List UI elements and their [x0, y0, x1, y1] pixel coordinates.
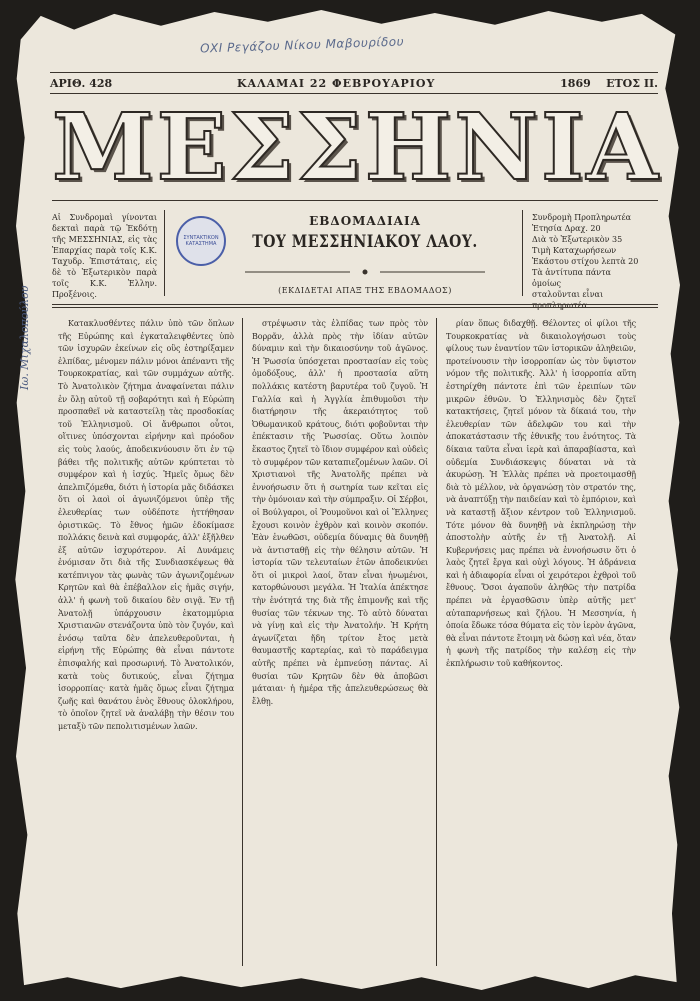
article-column-3: ρίαν ὅπως διδαχθῇ. Θέλοντες οἱ φίλοι τῆς Τουρκοκρατίας νὰ δικαιολογήσωσι τοὺς φίλους των ἐναντίον τῶν ἱστορικῶν ἀληθειῶν, προτείνουσιν τὴν ἰσορροπίαν ὡς τὸν ὕψιστον νόμον τῆς πολιτικῆς. Ἀλλ' ἡ ἰσορροπία αὕτη ἐστηρίχθη πάντοτε ἐπὶ τῶν ἐρειπίων τῶν μικρῶν ἐθνῶν. Ὁ Ἑλληνισμὸς δὲν ζητεῖ κατακτήσεις, ζητεῖ μόνον τὰ δίκαιά του, τὴν ἐλευθερίαν τῶν ἀδελφῶν του καὶ τὴν ἀποκατάστασιν τῆς ἐθνικῆς του ἑνότητος. Τὰ δίκαια ταῦτα εἶναι ἱερὰ καὶ ἀπαραβίαστα, καὶ οὐδεμία Συνδιάσκεψις δύναται νὰ τὰ ἀκυρώσῃ. Ἡ Ἑλλὰς πρέπει νὰ προετοιμασθῇ διὰ τὸ μέλλον, νὰ ὀργανώσῃ τὸν στρατόν της, νὰ ἀναπτύξῃ τὴν παιδείαν καὶ τὸ ἐμπόριον, καὶ νὰ καταστῇ ἄξιον κέντρον τοῦ Ἑλληνισμοῦ. Τότε μόνον θὰ δυνηθῇ νὰ ἐκπληρώσῃ τὴν ἀποστολὴν αὐτῆς ἐν τῇ Ἀνατολῇ. Αἱ Κυβερνήσεις μας πρέπει νὰ ἐννοήσωσιν ὅτι ὁ λαὸς ζητεῖ ἔργα καὶ οὐχὶ λόγους. Ἡ ἀδράνεια καὶ ἡ ἀδιαφορία εἶναι οἱ χειρότεροι ἐχθροὶ τοῦ ἔθνους. Ὅσοι ἀγαποῦν ἀληθῶς τὴν πατρίδα πρέπει νὰ ἐργασθῶσιν ὑπὲρ αὐτῆς μετ' αὐταπαρνήσεως καὶ ζήλου. Ἡ Μεσσηνία, ἡ ὁποία ἔδωκε τόσα θύματα εἰς τὸν ἱερὸν ἀγῶνα, θὰ εἶναι πάντοτε ἕτοιμη νὰ δώσῃ καὶ νέα, ὅταν ἡ φωνὴ τῆς πατρίδος τὴν καλέσῃ εἰς τὴν ἐκπλήρωσιν τοῦ καθήκοντος.: [446, 319, 636, 669]
article-column-1: Κατακλυσθέντες πάλιν ὑπὸ τῶν ὅπλων τῆς Εὐρώπης καὶ ἐγκαταλειφθέντες ὑπὸ τῶν ἰσχυρῶν ἐκείνων εἰς οὓς ἐστηρίξαμεν ἐλπίδας, μένομεν πάλιν μόνοι ἀπέναντι τῆς Τουρκοκρατίας, καὶ τῶν συμμάχων αὐτῆς. Τὸ Ἀνατολικὸν ζήτημα ἀναφαίνεται πάλιν ἐν ὅλῃ αὐτοῦ τῇ σοβαρότητι καὶ ἡ Εὐρώπη προσπαθεῖ νὰ καταστείλῃ τὰς προσδοκίας τοῦ Ἑλληνισμοῦ. Οἱ ἄνθρωποι οὗτοι, οἵτινες ὑπόσχονται εἰρήνην καὶ πρόοδον εἰς τοὺς λαούς, ἀποδεικνύουσιν ὅτι ἐν τῷ βάθει τῆς πολιτικῆς αὐτῶν κρύπτεται τὸ συμφέρον καὶ ἡ ἰσχύς. Ἡμεῖς ὅμως δὲν ἀπελπιζόμεθα, διότι ἡ ἱστορία μᾶς διδάσκει ὅτι οἱ λαοὶ οἱ ἀγωνιζόμενοι ὑπὲρ τῆς ἐλευθερίας των οὐδέποτε ἡττήθησαν ὁριστικῶς. Τὸ ἔθνος ἡμῶν ἐδοκίμασε πολλάκις δεινὰ καὶ συμφοράς, ἀλλ' ἐξῆλθεν ἐξ αὐτῶν ἰσχυρότερον. Αἱ Δυνάμεις ἐνόμισαν ὅτι διὰ τῆς Συνδιασκέψεως θὰ κατέπνιγον τὰς φωνὰς τῶν ἀγωνιζομένων Κρητῶν καὶ θὰ ἐπέβαλλον εἰς ἡμᾶς σιγήν, ἀλλ' ἡ φωνὴ τοῦ δικαίου δὲν σιγᾷ. Ἐν τῇ Ἀνατολῇ ὑπάρχουσιν ἑκατομμύρια Χριστιανῶν στενάζοντα ὑπὸ τὸν ζυγόν, καὶ ἐνόσῳ ταῦτα δὲν ἀπελευθεροῦνται, ἡ εἰρήνη τῆς Εὐρώπης θὰ εἶναι πάντοτε ἐπισφαλής καὶ προσωρινή. Τὸ Ἀνατολικόν, κατὰ τοὺς δυτικούς, εἶναι ζήτημα ἰσορροπίας· κατὰ ἡμᾶς ὅμως εἶναι ζήτημα ζωῆς καὶ θανάτου ἑνὸς ἔθνους ὁλοκλήρου, τὸ ὁποῖον ζητεῖ νὰ ἀναλάβῃ τὴν θέσιν του μεταξὺ τῶν πεπολιτισμένων λαῶν.: [58, 319, 234, 731]
handwritten-annotation: ΟΧΙ Ρεγάζου Νίκου Μαβουρίδου: [199, 34, 405, 56]
masthead-letter: Α: [586, 93, 658, 201]
ornament-rule: [245, 268, 485, 276]
issue-info: ΑΡΙΘ. 428: [50, 76, 113, 90]
weekly-label: ΕΒΔΟΜΑΔΙΑΙΑ: [309, 214, 421, 228]
publication-frequency: (ΕΚΔΙΔΕΤΑΙ ΑΠΑΞ ΤΗΣ ΕΒΔΟΜΑΔΟΣ): [278, 286, 452, 295]
header-bottom-rule-thin: [52, 307, 658, 308]
masthead-letter: Η: [364, 93, 452, 201]
masthead-letter: Μ: [52, 93, 154, 201]
dateline-bar: [50, 72, 658, 94]
margin-handwritten-note: Ιω. Μιχαλοπούλου: [18, 285, 31, 390]
newspaper-subtitle: ΤΟΥ ΜΕΣΣΗΝΙΑΚΟΥ ΛΑΟΥ.: [252, 232, 478, 252]
article-column-2: στρέψωσιν τὰς ἐλπίδας των πρὸς τὸν Βορρᾶν, ἀλλὰ πρὸς τὴν ἰδίαν αὐτῶν δύναμιν καὶ τὴν δικαιοσύνην τοῦ ἀγῶνος. Ἡ Ῥωσσία ὑπόσχεται προστασίαν εἰς τοὺς ὁμοδόξους, ἀλλ' ἡ προστασία αὕτη πολλάκις κατέστη βαρυτέρα τοῦ ζυγοῦ. Ἡ Γαλλία καὶ ἡ Ἀγγλία ἐπιθυμοῦσι τὴν διατήρησιν τῆς ἀκεραιότητος τοῦ Ὀθωμανικοῦ κράτους, διότι φοβοῦνται τὴν ἐπέκτασιν τῆς Ῥωσσίας. Οὕτω λοιπὸν ἕκαστος ζητεῖ τὸ ἴδιον συμφέρον καὶ οὐδεὶς τὸ συμφέρον τῶν καταπιεζομένων λαῶν. Οἱ Χριστιανοὶ τῆς Ἀνατολῆς πρέπει νὰ ἐννοήσωσιν ὅτι ἡ σωτηρία των κεῖται εἰς τὴν ὁμόνοιαν καὶ τὴν σύμπραξιν. Οἱ Σέρβοι, οἱ Βούλγαροι, οἱ Ῥουμοῦνοι καὶ οἱ Ἕλληνες ἔχουσι κοινὸν ἐχθρὸν καὶ κοινὸν σκοπόν. Ἐὰν ἑνωθῶσι, οὐδεμία δύναμις θὰ δυνηθῇ νὰ ἀντισταθῇ εἰς τὴν θέλησιν αὐτῶν. Ἡ ἱστορία τῶν τελευταίων ἐτῶν ἀποδεικνύει ὅτι οἱ μικροὶ λαοί, ὅταν εἶναι ἡνωμένοι, κατορθώνουσι μεγάλα. Ἡ Ἰταλία ἀπέκτησε τὴν ἑνότητά της διὰ τῆς ἐπιμονῆς καὶ τῆς θυσίας τῶν τέκνων της. Τὸ αὐτὸ δύναται νὰ γίνῃ καὶ εἰς τὴν Ἀνατολήν. Ἡ Κρήτη ἀγωνίζεται ἤδη τρίτον ἔτος μετὰ θαυμαστῆς καρτερίας, καὶ τὸ παράδειγμα αὐτῆς πρέπει νὰ ἐμπνεύσῃ πάντας. Αἱ θυσίαι τῶν Κρητῶν δὲν θὰ ἀποβῶσι μάταιαι· ἡ ἡμέρα τῆς ἀπελευθερώσεως θὰ ἔλθῃ.: [252, 319, 428, 706]
year-volume: 1869 ΕΤΟΣ ΙΙ.: [560, 76, 658, 90]
divider-right: [522, 210, 523, 296]
masthead-letter: Ν: [454, 93, 539, 201]
masthead-letter: Ε: [156, 93, 227, 201]
masthead-rule: [52, 200, 658, 201]
masthead-title: [52, 93, 658, 201]
office-stamp: ΣΥΝΤΑΚΤΙΚΟΝ ΚΑΤΑΣΤΗΜΑ: [176, 216, 226, 266]
subscription-notice: Αἱ Συνδρομαὶ γίνονται δεκταὶ παρὰ τῷ Ἐκδότῃ τῆς ΜΕΣΣΗΝΙΑΣ, εἰς τὰς Ἐπαρχίας παρὰ τοῖς Κ.Κ. Ταχυδρ. Ἐπιστάταις, εἰς δὲ τὸ Ἐξωτερικὸν παρὰ τοῖς Κ.Κ. Ἑλλην. Προξένοις.: [52, 213, 157, 299]
masthead-letter: Ι: [540, 93, 584, 201]
subscription-prices: Συνδρομὴ Προπληρωτέα Ἐτησία Δραχ. 20 Διὰ τὸ Ἐξωτερικὸν 35 Τιμὴ Καταχωρήσεων Ἑκάστου στίχου λεπτὰ 20 Τὰ ἀντίτυπα πάντα ὁμοίως σταλοῦνται εἶναι προπληρωτέα: [532, 213, 639, 310]
place-date: ΚΑΛΑΜΑΙ 22 ΦΕΒΡΟΥΑΡΙΟΥ: [237, 76, 436, 90]
masthead-letter: Σ: [229, 93, 295, 201]
column-divider-1: [242, 318, 243, 966]
column-divider-2: [436, 318, 437, 966]
header-bottom-rule: [52, 304, 658, 305]
masthead-letter: Σ: [296, 93, 362, 201]
ornament-line-icon: [245, 268, 485, 276]
divider-left: [164, 210, 165, 296]
